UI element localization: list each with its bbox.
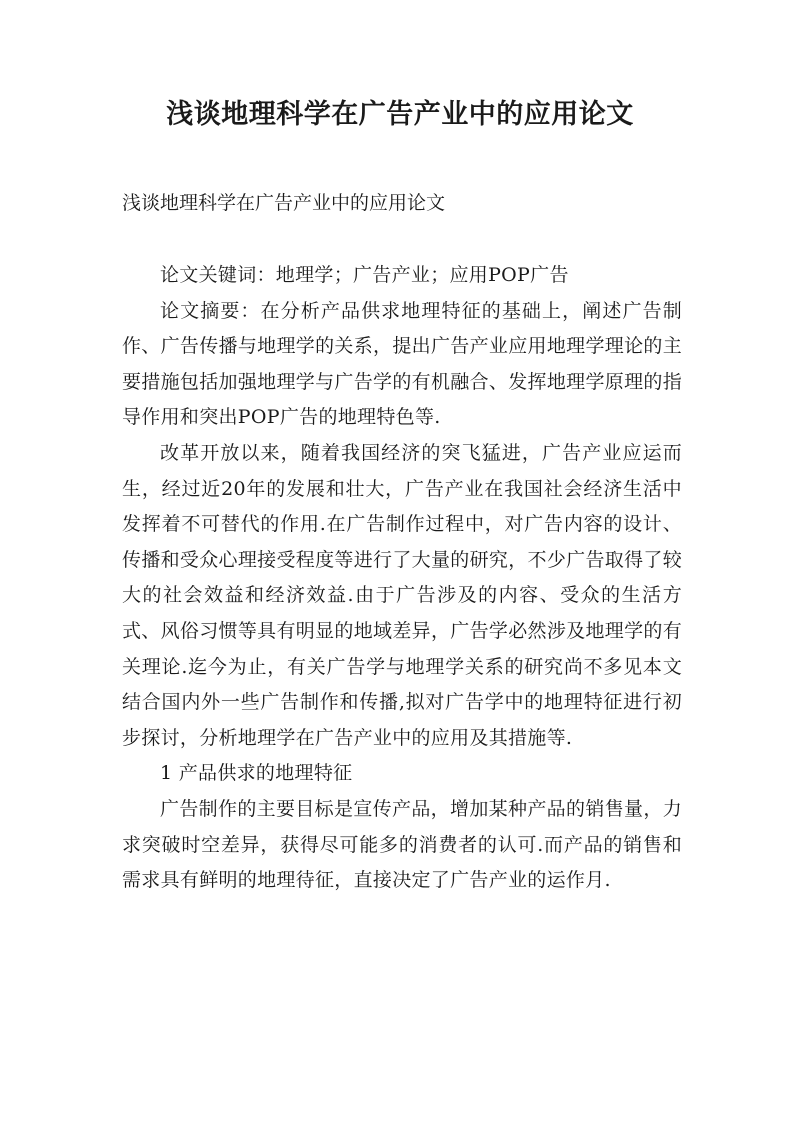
keywords-paragraph: 论文关键词：地理学；广告产业；应用POP广告 <box>160 264 569 286</box>
document-subtitle: 浅谈地理科学在广告产业中的应用论文 <box>122 192 446 214</box>
section-paragraph: 广告制作的主要目标是宣传产品，增加某种产品的销售量，力求突破时空差异，获得尽可能多的消费者的认可.而产品的销售和需求具有鲜明的地理待征，直接决定了广告产业的运作月. <box>122 797 682 892</box>
section-heading: 1 产品供求的地理特征 <box>160 762 353 785</box>
document-body <box>122 258 682 899</box>
document-title: 浅谈地理科学在广告产业中的应用论文 <box>166 99 634 130</box>
abstract-paragraph: 论文摘要：在分析产品供求地理特征的基础上，阐述广告制作、广告传播与地理学的关系，提出广告产业应用地理学理论的主要措施包括加强地理学与广告学的有机融合、发挥地理学原理的指导作用和突出POP广告的地理特色等. <box>122 299 682 429</box>
intro-paragraph: 改革开放以来，随着我国经济的突飞猛进，广告产业应运而生，经过近20年的发展和壮大，广告产业在我国社会经济生活中发挥着不可替代的作用.在广告制作过程中，对广告内容的设计、传播和受众心理接受程度等进行了大量的研究，不少广告取得了较大的社会效益和经济效益.由于广告涉及的内容、受众的生活方式、风俗习惯等具有明显的地域差异，广告学必然涉及地理学的有关理论.迄今为止，有关广告学与地理学关系的研究尚不多见本文结合国内外一些广告制作和传播,拟对广告学中的地理特征进行初步探讨，分析地理学在广告产业中的应用及其措施等. <box>122 441 682 749</box>
